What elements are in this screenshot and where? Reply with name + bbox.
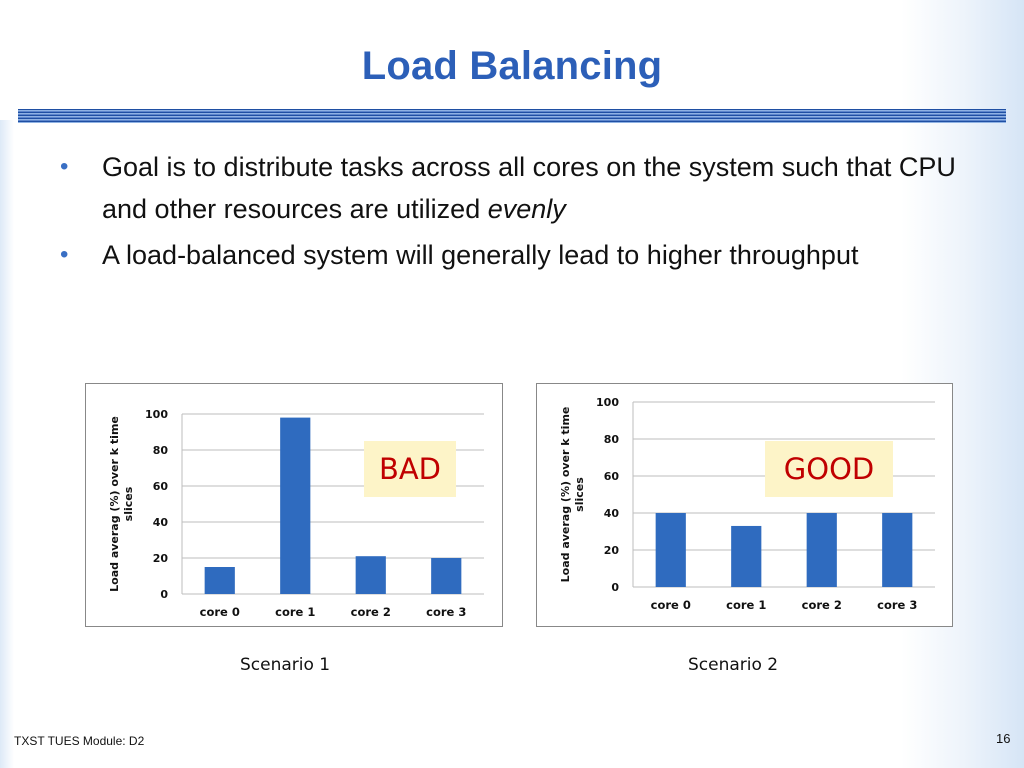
y-tick-label: 40: [603, 507, 619, 520]
bullet-emphasis: evenly: [487, 194, 566, 224]
title-divider: [18, 109, 1006, 123]
bar-core-0: [205, 567, 235, 594]
x-tick-label: core 2: [350, 605, 391, 619]
y-axis-label: Load averag (%) over k timeslices: [559, 406, 586, 583]
bar-core-0: [656, 513, 686, 587]
x-tick-label: core 0: [199, 605, 240, 619]
bar-core-3: [431, 558, 461, 594]
x-tick-label: core 0: [650, 598, 691, 612]
y-tick-label: 100: [596, 396, 619, 409]
y-tick-label: 60: [603, 470, 619, 483]
x-tick-label: core 3: [426, 605, 467, 619]
scenario-1-chart-svg: [86, 384, 502, 626]
scenario-2-chart: [536, 383, 953, 627]
x-tick-label: core 3: [877, 598, 918, 612]
footer-module: TXST TUES Module: D2: [14, 734, 145, 748]
scenario-1-chart: [85, 383, 503, 627]
scenario-1-caption: Scenario 1: [240, 655, 331, 675]
y-tick-label: 60: [152, 480, 168, 493]
scenario-2-caption: Scenario 2: [688, 655, 779, 675]
y-tick-label: 80: [603, 433, 619, 446]
y-tick-label: 0: [160, 588, 168, 601]
bullet-dot-icon: •: [60, 153, 69, 180]
x-tick-label: core 2: [801, 598, 842, 612]
bullet-list: [60, 146, 980, 280]
bar-core-3: [882, 513, 912, 587]
bar-core-2: [356, 556, 386, 594]
x-tick-label: core 1: [726, 598, 767, 612]
y-tick-label: 0: [611, 581, 619, 594]
y-axis-label: Load averag (%) over k timeslices: [108, 416, 135, 592]
scenario-2-chart-svg: [537, 384, 952, 626]
scenario-1-rating-label: BAD: [364, 441, 456, 497]
bullet-dot-icon: •: [60, 241, 69, 268]
y-tick-label: 20: [152, 552, 168, 565]
y-tick-label: 100: [145, 408, 168, 421]
scenario-2-rating-label: GOOD: [765, 441, 893, 497]
bullet-item: [60, 234, 980, 276]
bar-core-1: [731, 526, 761, 587]
y-tick-label: 40: [152, 516, 168, 529]
y-tick-label: 20: [603, 544, 619, 557]
bar-core-1: [280, 418, 310, 594]
slide-left-accent: [0, 120, 14, 768]
bullet-item: [60, 146, 980, 230]
bar-core-2: [807, 513, 837, 587]
bullet-text: A load-balanced system will generally lead to higher throughput: [102, 240, 859, 270]
y-tick-label: 80: [152, 444, 168, 457]
slide-title: Load Balancing: [361, 44, 663, 88]
x-tick-label: core 1: [275, 605, 316, 619]
bullet-text: Goal is to distribute tasks across all cores on the system such that CPU and other resources are utilized: [102, 152, 956, 224]
page-number: 16: [996, 731, 1011, 746]
